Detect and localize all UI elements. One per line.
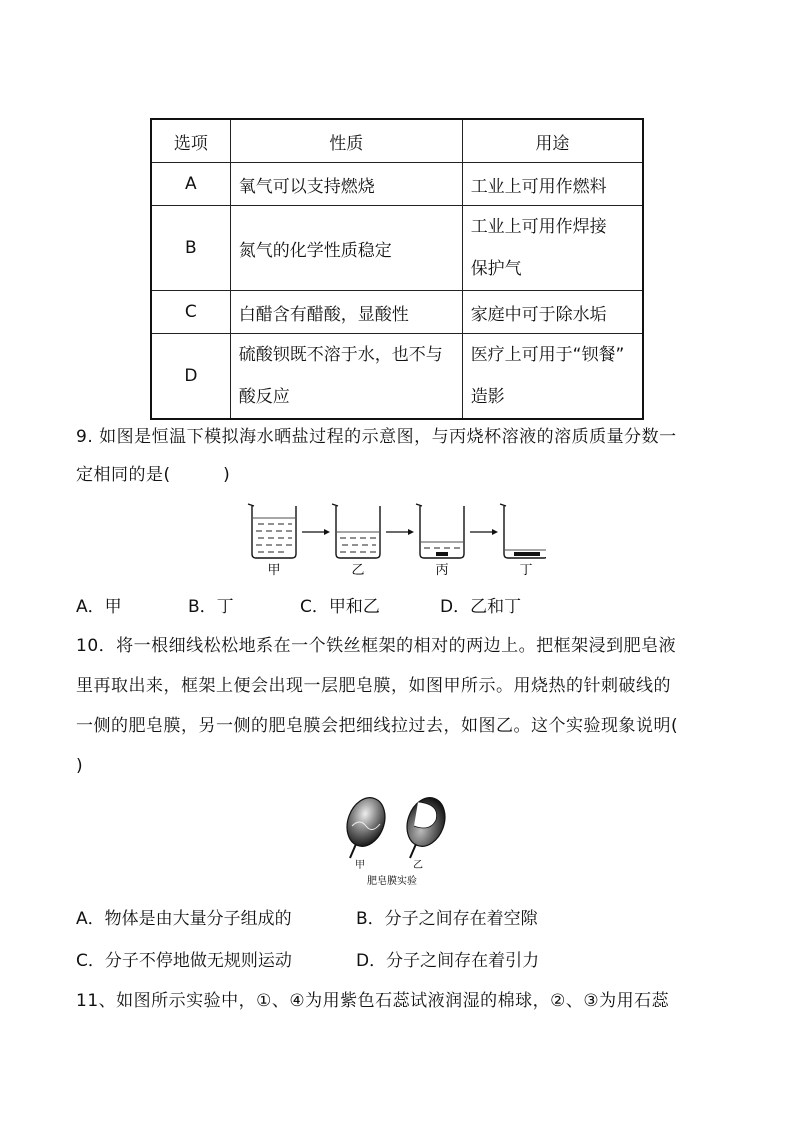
- cell-use-line: 工业上可用作焊接: [470, 217, 607, 237]
- cell-use: 家庭中可于除水垢: [462, 291, 643, 334]
- cell-use: [462, 334, 643, 420]
- cell-option: C: [151, 291, 230, 334]
- cell-property-line: 硫酸钡既不溶于水，也不与: [238, 345, 443, 365]
- beaker-label: 丁: [519, 563, 533, 578]
- cell-property-line: 酸反应: [238, 387, 290, 407]
- question-10-line: 里再取出来，框架上便会出现一层肥皂膜，如图甲所示。用烧热的针刺破线的: [76, 676, 671, 696]
- cell-property: [230, 334, 462, 420]
- header-option: 选项: [151, 119, 230, 163]
- beaker-ding: [500, 504, 546, 558]
- option-a[interactable]: A．物体是由大量分子组成的: [76, 909, 292, 929]
- question-10-options-row2: [76, 946, 696, 976]
- question-10-line: ): [76, 756, 84, 776]
- question-9-text: [76, 418, 722, 494]
- option-d[interactable]: D．乙和丁: [440, 597, 522, 617]
- cell-option: D: [151, 334, 230, 420]
- cell-property: 氧气可以支持燃烧: [230, 163, 462, 206]
- question-9-options: [76, 592, 676, 622]
- table-row: [151, 163, 643, 206]
- question-10-text: [76, 626, 722, 786]
- arrow-icon: [386, 529, 414, 535]
- cell-option: B: [151, 206, 230, 291]
- question-9-line: 9. 如图是恒温下模拟海水晒盐过程的示意图，与丙烧杯溶液的溶质质量分数一: [76, 427, 677, 447]
- properties-table: [150, 118, 644, 420]
- cell-property: 氮气的化学性质稳定: [230, 206, 462, 291]
- table-header-row: [151, 119, 643, 163]
- option-b[interactable]: B．分子之间存在着空隙: [356, 909, 538, 929]
- cell-use: [462, 206, 643, 291]
- beaker-evaporation-diagram: [246, 500, 546, 580]
- option-a[interactable]: A．甲: [76, 597, 122, 617]
- header-use: 用途: [462, 119, 643, 163]
- figure-caption: 肥皂膜实验: [367, 876, 417, 887]
- table-row: [151, 334, 643, 420]
- beaker-jia: [248, 504, 296, 558]
- beaker-label: 丙: [435, 563, 449, 578]
- question-10-line: 10．将一根细线松松地系在一个铁丝框架的相对的两边上。把框架浸到肥皂液: [76, 636, 677, 656]
- soap-film-jia: [341, 796, 392, 858]
- cell-property: 白醋含有醋酸，显酸性: [230, 291, 462, 334]
- option-b[interactable]: B．丁: [188, 597, 234, 617]
- question-10-options-row1: [76, 904, 696, 934]
- soap-film-yi: [401, 796, 452, 858]
- option-c[interactable]: C．分子不停地做无规则运动: [76, 951, 292, 971]
- table-row: [151, 206, 643, 291]
- beaker-label: 甲: [267, 563, 281, 578]
- soap-film-figure: [330, 796, 460, 890]
- cell-use: 工业上可用作燃料: [462, 163, 643, 206]
- option-d[interactable]: D．分子之间存在着引力: [356, 951, 540, 971]
- beaker-label: 乙: [351, 563, 365, 578]
- arrow-icon: [470, 529, 498, 535]
- cell-option: A: [151, 163, 230, 206]
- question-11-line: 11、如图所示实验中，①、④为用紫色石蕊试液润湿的棉球，②、③为用石蕊: [76, 991, 670, 1011]
- figure-label-yi: 乙: [413, 860, 423, 871]
- table-row: [151, 291, 643, 334]
- arrow-icon: [302, 529, 330, 535]
- beaker-bing: [416, 504, 464, 558]
- header-property: 性质: [230, 119, 462, 163]
- beaker-yi: [332, 504, 380, 558]
- cell-use-line: 造影: [470, 387, 505, 407]
- option-c[interactable]: C．甲和乙: [300, 597, 380, 617]
- cell-use-line: 保护气: [470, 259, 522, 279]
- question-9-line: 定相同的是( ): [76, 465, 231, 485]
- question-11-text: [76, 982, 722, 1020]
- question-10-line: 一侧的肥皂膜，另一侧的肥皂膜会把细线拉过去，如图乙。这个实验现象说明(: [76, 716, 679, 736]
- figure-label-jia: 甲: [355, 860, 365, 871]
- cell-use-line: 医疗上可用于“钡餐”: [470, 345, 625, 365]
